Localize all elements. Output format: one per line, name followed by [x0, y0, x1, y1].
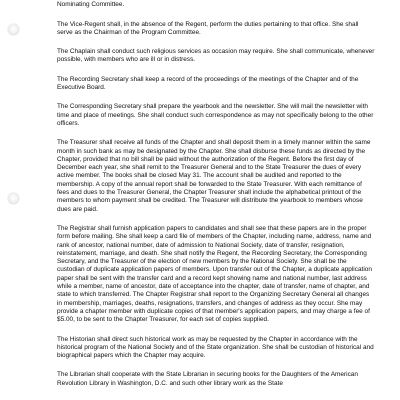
paragraph-nominating: Nominating Committee. [57, 1, 125, 9]
paragraph-registrar: The Registrar shall furnish application papers to candidates and shall see that these papers are in the proper form before mailing. She shall keep a card file of members of the Chapter, including name, address, name and rank of ancestor, national number, date of admission to National Society, date of transfer, resignation, reinstatement, marriage, and death. She shall notify the Regent, the Recording Secretary, the Corresponding Secretary, and the Treasurer of the election of new members by the National Society. She shall be the custodian of duplicate application papers of members. Upon transfer out of the Chapter, a duplicate application paper shall be sent with the transfer card and a record kept showing name and national number, last address while a member, name of ancestor, date of acceptance into the chapter, date of transfer, name of chapter, and state to which transferred. The Chapter Registrar shall report to the Organizing Secretary General all changes in membership, marriages, deaths, resignations, transfers, and changes of address as they occur. She may provide a chapter member with duplicate copies of that member's application papers, and may charge a fee of $5.00, to be sent to the Chapter Treasurer, for each set of copies supplied. [57, 224, 372, 324]
paragraph-chaplain: The Chaplain shall conduct such religious services as occasion may require. She shall communicate, whenever possible, with members who are ill or in distress. [57, 48, 375, 64]
paragraph-historian: The Historian shall direct such historical work as may be requested by the Chapter in accordance with the historical program of the National Society and of the State organization. She shall be custodian of historical and biographical papers which the Chapter may acquire. [57, 335, 374, 360]
paragraph-librarian: The Librarian shall cooperate with the State Librarian in securing books for the Daughters of the American Revolution Library in Washington, D.C. and such other library work as the State [57, 371, 358, 387]
paragraph-recording-secretary: The Recording Secretary shall keep a record of the proceedings of the meetings of the Chapter and of the Executive Board. [57, 75, 359, 92]
bylaws-text [57, 0, 375, 399]
paragraph-treasurer: The Treasurer shall receive all funds of the Chapter and shall deposit them in a timely manner within the same month in such bank as may be designated by the Chapter. She shall disburse these funds as directed by the Chapter, provided that no bill shall be paid without the authorization of the Regent. Before the first day of December each year, she shall remit to the Treasurer General and to the State Treasurer the dues of every active member. The books shall be closed May 31. The account shall be audited and reported to the membership. A copy of the annual report shall be forwarded to the State Treasurer. With each remittance of fees and dues to the Treasurer General, the Chapter Treasurer shall include the alphabetical printout of the members to whom payment shall be credited. The Treasurer will distribute the yearbook to members whose dues are paid. [57, 139, 371, 213]
binder-hole-icon [8, 24, 19, 35]
paragraph-corresponding-secretary: The Corresponding Secretary shall prepare the yearbook and the newsletter. She will mail the newsletter with time and place of meetings. She shall conduct such correspondence as may not specifically belong to the other officers. [57, 103, 374, 127]
binder-hole-icon [8, 193, 19, 204]
paragraph-vice-regent: The Vice-Regent shall, in the absence of the Regent, perform the duties pertaining to that office. She shall serve as the Chairman of the Program Committee. [57, 20, 359, 36]
